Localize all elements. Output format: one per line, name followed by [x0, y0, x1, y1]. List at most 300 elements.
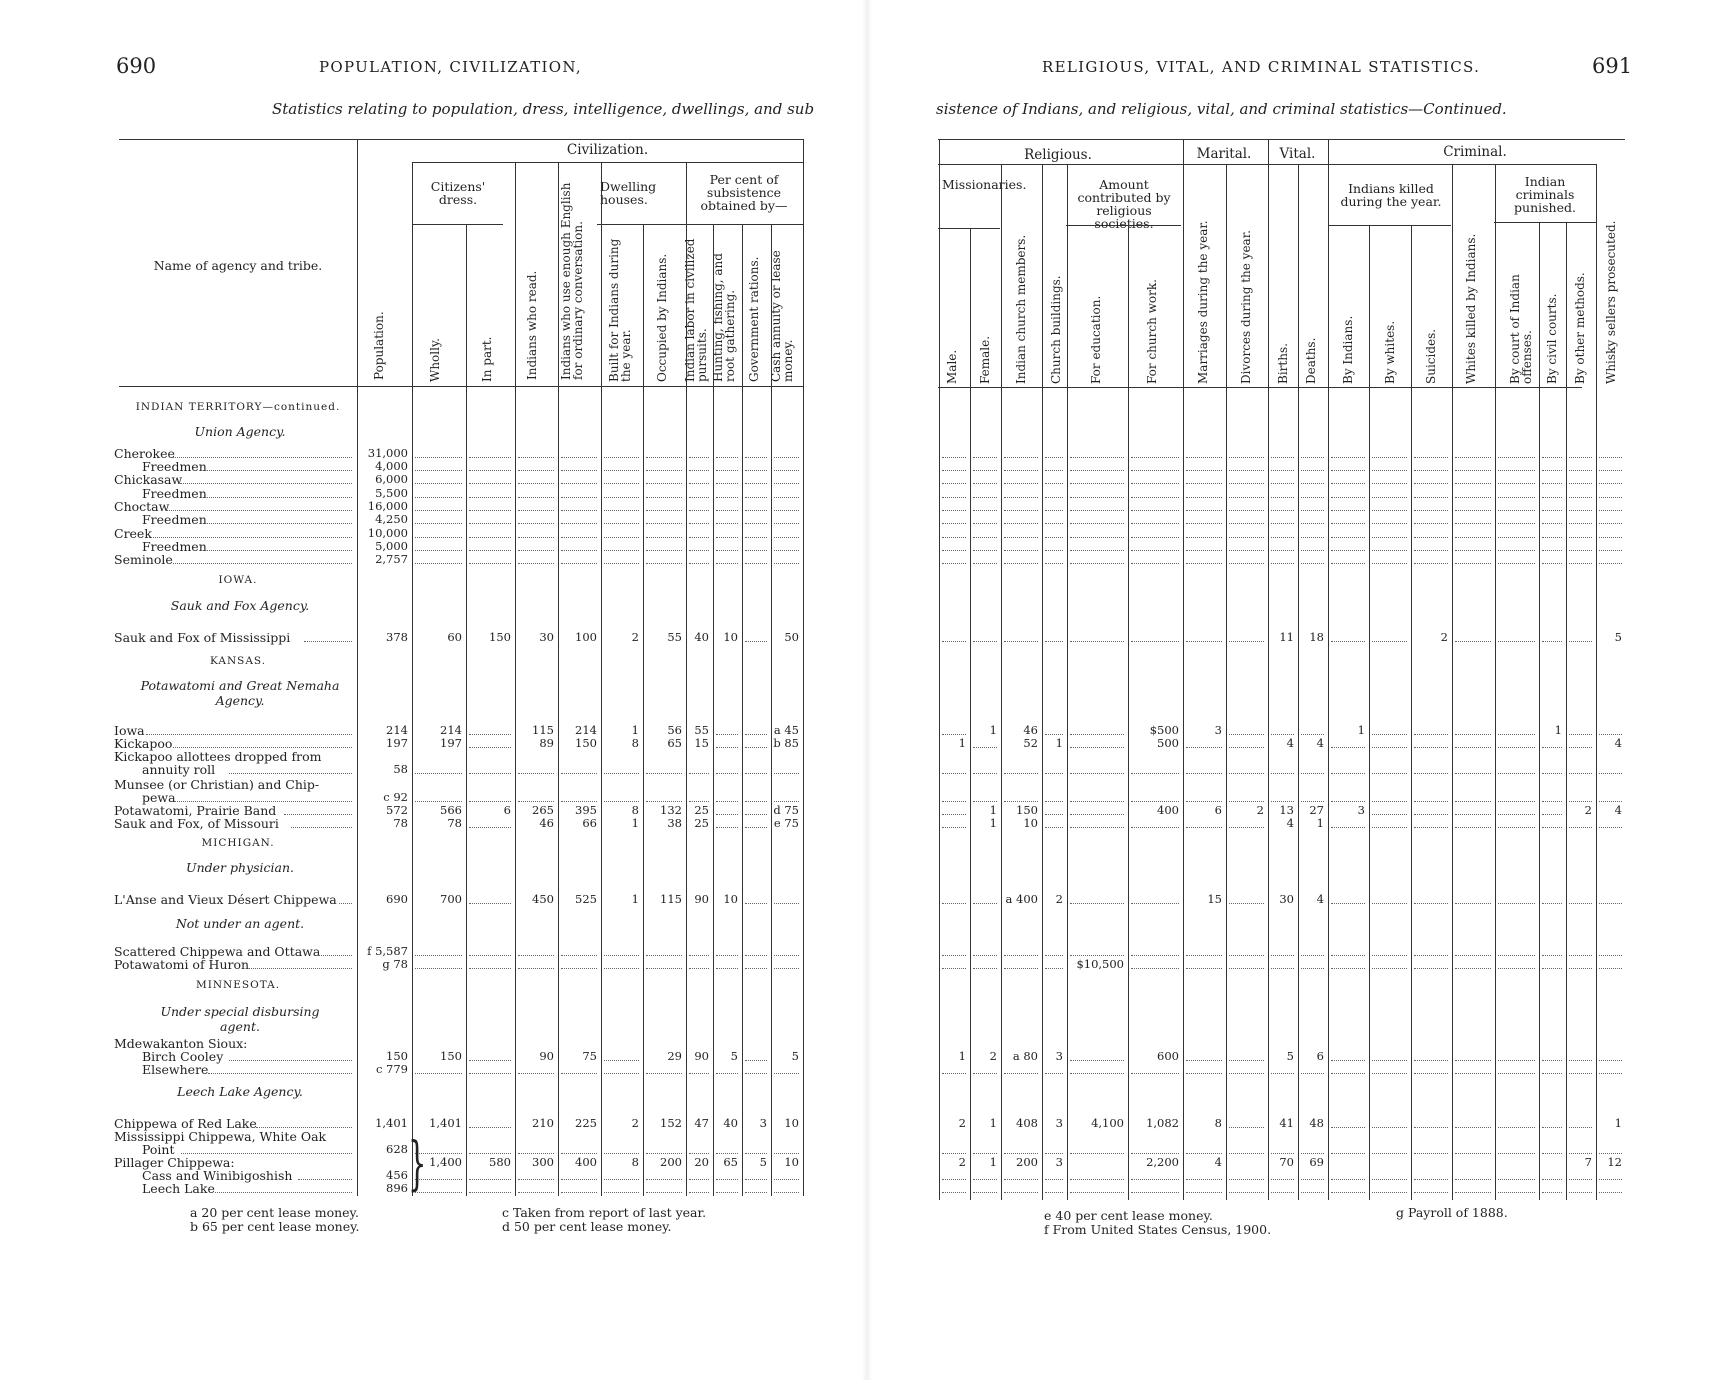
empty-cell-dots [1070, 773, 1124, 774]
cell-value: a 400 [1005, 892, 1038, 906]
empty-cell-dots [1271, 955, 1294, 956]
cell-value: 4 [1286, 736, 1294, 750]
cell-value: d 75 [773, 803, 799, 817]
empty-cell-dots [469, 537, 511, 538]
cell-value: 4 [1316, 892, 1324, 906]
leader-dots [249, 968, 352, 969]
empty-cell-dots [1271, 1192, 1294, 1193]
tribe-name: Choctaw [114, 499, 170, 514]
rule-line [1067, 164, 1068, 1200]
leader-dots [180, 483, 352, 484]
empty-cell-dots [973, 510, 997, 511]
empty-cell-dots [1569, 773, 1592, 774]
empty-cell-dots [1372, 1127, 1407, 1128]
empty-cell-dots [469, 483, 511, 484]
empty-cell-dots [1414, 773, 1448, 774]
indians-who-read-header: Indians who read. [525, 270, 539, 380]
empty-cell-dots [561, 457, 597, 458]
empty-cell-dots [518, 523, 554, 524]
cell-value: 690 [386, 892, 408, 906]
empty-cell-dots [1301, 510, 1324, 511]
empty-cell-dots [1569, 470, 1592, 471]
empty-cell-dots [745, 641, 767, 642]
empty-cell-dots [1372, 734, 1407, 735]
empty-cell-dots [774, 1153, 799, 1154]
empty-cell-dots [774, 470, 799, 471]
empty-cell-dots [1372, 903, 1407, 904]
rule-line [1226, 164, 1227, 1200]
empty-cell-dots [1569, 483, 1592, 484]
empty-cell-dots [973, 523, 997, 524]
empty-cell-dots [1004, 483, 1038, 484]
empty-cell-dots [518, 497, 554, 498]
empty-cell-dots [561, 773, 597, 774]
cell-value: 29 [667, 1049, 682, 1063]
empty-cell-dots [1229, 968, 1264, 969]
cell-value: 5 [791, 1049, 799, 1063]
empty-cell-dots [745, 968, 767, 969]
empty-cell-dots [415, 470, 462, 471]
cell-value: 200 [660, 1155, 682, 1169]
cell-value: 4,250 [375, 512, 408, 526]
leader-dots [291, 827, 353, 828]
empty-cell-dots [973, 470, 997, 471]
empty-cell-dots [1455, 1073, 1491, 1074]
empty-cell-dots [1498, 483, 1535, 484]
empty-cell-dots [1569, 801, 1592, 802]
cell-value: 225 [575, 1116, 597, 1130]
empty-cell-dots [973, 801, 997, 802]
cell-value: 78 [393, 816, 408, 830]
empty-cell-dots [1070, 1153, 1124, 1154]
empty-cell-dots [1372, 550, 1407, 551]
empty-cell-dots [745, 497, 767, 498]
cell-value: 10 [723, 892, 738, 906]
empty-cell-dots [1301, 1179, 1324, 1180]
empty-cell-dots [604, 537, 639, 538]
empty-cell-dots [745, 483, 767, 484]
cell-value: 2 [631, 630, 639, 644]
leader-dots [174, 801, 352, 802]
empty-cell-dots [1070, 801, 1124, 802]
empty-cell-dots [1599, 1060, 1622, 1061]
empty-cell-dots [716, 773, 738, 774]
empty-cell-dots [469, 827, 511, 828]
empty-cell-dots [745, 801, 767, 802]
agency-heading: Leech Lake Agency. [177, 1084, 303, 1099]
empty-cell-dots [1599, 470, 1622, 471]
empty-cell-dots [1569, 827, 1592, 828]
empty-cell-dots [689, 537, 709, 538]
cell-value: 150 [489, 630, 511, 644]
empty-cell-dots [1229, 1179, 1264, 1180]
cell-value: 3 [1055, 1049, 1063, 1063]
empty-cell-dots [689, 523, 709, 524]
empty-cell-dots [1599, 1153, 1622, 1154]
empty-cell-dots [1498, 1153, 1535, 1154]
empty-cell-dots [1331, 955, 1365, 956]
empty-cell-dots [1498, 827, 1535, 828]
empty-cell-dots [1131, 955, 1179, 956]
cell-value: 600 [1157, 1049, 1179, 1063]
leader-dots [298, 1179, 352, 1180]
empty-cell-dots [1414, 1073, 1448, 1074]
tribe-name: Freedmen [142, 512, 207, 527]
empty-cell-dots [716, 497, 738, 498]
empty-cell-dots [1498, 968, 1535, 969]
empty-cell-dots [1045, 457, 1063, 458]
empty-cell-dots [716, 1153, 738, 1154]
empty-cell-dots [518, 773, 554, 774]
empty-cell-dots [646, 563, 682, 564]
leader-dots [173, 457, 352, 458]
empty-cell-dots [1331, 747, 1365, 748]
empty-cell-dots [518, 550, 554, 551]
empty-cell-dots [1070, 641, 1124, 642]
empty-cell-dots [646, 497, 682, 498]
empty-cell-dots [1004, 470, 1038, 471]
empty-cell-dots [1331, 1179, 1365, 1180]
empty-cell-dots [646, 523, 682, 524]
cell-value: 10,000 [367, 526, 408, 540]
empty-cell-dots [604, 457, 639, 458]
empty-cell-dots [1301, 734, 1324, 735]
rule-line [1539, 222, 1540, 1200]
leader-dots [201, 497, 352, 498]
cell-value: 1 [958, 736, 966, 750]
empty-cell-dots [469, 903, 511, 904]
empty-cell-dots [1498, 734, 1535, 735]
empty-cell-dots [604, 1153, 639, 1154]
cell-value: 40 [723, 1116, 738, 1130]
cell-value: 395 [575, 803, 597, 817]
empty-cell-dots [1542, 747, 1562, 748]
empty-cell-dots [1301, 801, 1324, 802]
empty-cell-dots [415, 801, 462, 802]
cell-value: $500 [1149, 723, 1179, 737]
empty-cell-dots [1414, 497, 1448, 498]
cell-value: 1 [958, 1049, 966, 1063]
empty-cell-dots [1372, 483, 1407, 484]
empty-cell-dots [689, 457, 709, 458]
cell-value: 48 [1309, 1116, 1324, 1130]
marital-header: Marital. [1196, 146, 1252, 162]
cell-value: 150 [386, 1049, 408, 1063]
empty-cell-dots [604, 483, 639, 484]
empty-cell-dots [689, 563, 709, 564]
empty-cell-dots [1229, 457, 1264, 458]
english-speakers-header: Indians who use enough English for ordinary conversation. [559, 182, 585, 380]
empty-cell-dots [1542, 470, 1562, 471]
empty-cell-dots [415, 550, 462, 551]
other-methods-header: By other methods. [1573, 272, 1587, 384]
empty-cell-dots [1372, 747, 1407, 748]
empty-cell-dots [518, 537, 554, 538]
empty-cell-dots [1229, 747, 1264, 748]
empty-cell-dots [415, 483, 462, 484]
agency-heading: Potawatomi and Great Nemaha Agency. [140, 678, 340, 708]
empty-cell-dots [604, 801, 639, 802]
empty-cell-dots [1045, 955, 1063, 956]
cell-value: 1 [1614, 1116, 1622, 1130]
empty-cell-dots [942, 814, 966, 815]
empty-cell-dots [716, 470, 738, 471]
empty-cell-dots [646, 457, 682, 458]
empty-cell-dots [1331, 1073, 1365, 1074]
empty-cell-dots [1229, 641, 1264, 642]
empty-cell-dots [774, 510, 799, 511]
empty-cell-dots [1271, 510, 1294, 511]
by-indians-header: By Indians. [1341, 315, 1355, 384]
footnote: c Taken from report of last year. [502, 1205, 707, 1220]
cash-annuity-header: Cash annuity or lease money. [769, 250, 795, 382]
empty-cell-dots [1186, 510, 1222, 511]
citizens-dress-header: Citizens' dress. [430, 179, 486, 207]
section-heading: KANSAS. [209, 655, 267, 667]
cell-value: 7 [1584, 1155, 1592, 1169]
cell-value: 30 [539, 630, 554, 644]
empty-cell-dots [745, 470, 767, 471]
tribe-name: annuity roll [142, 762, 216, 777]
empty-cell-dots [1186, 747, 1222, 748]
cell-value: 30 [1279, 892, 1294, 906]
empty-cell-dots [1599, 968, 1622, 969]
empty-cell-dots [1498, 814, 1535, 815]
empty-cell-dots [561, 955, 597, 956]
empty-cell-dots [1271, 734, 1294, 735]
empty-cell-dots [1498, 955, 1535, 956]
empty-cell-dots [716, 537, 738, 538]
tribe-name: Mdewakanton Sioux: [114, 1036, 248, 1051]
empty-cell-dots [1414, 734, 1448, 735]
leader-dots [166, 510, 352, 511]
empty-cell-dots [1229, 510, 1264, 511]
empty-cell-dots [1542, 1127, 1562, 1128]
empty-cell-dots [774, 497, 799, 498]
cell-value: 6,000 [375, 472, 408, 486]
empty-cell-dots [1599, 537, 1622, 538]
empty-cell-dots [1569, 1060, 1592, 1061]
empty-cell-dots [973, 550, 997, 551]
empty-cell-dots [1542, 955, 1562, 956]
empty-cell-dots [1131, 968, 1179, 969]
tribe-name: L'Anse and Vieux Désert Chippewa [114, 892, 337, 907]
cell-value: 69 [1309, 1155, 1324, 1169]
empty-cell-dots [1070, 814, 1124, 815]
empty-cell-dots [1542, 801, 1562, 802]
empty-cell-dots [716, 801, 738, 802]
empty-cell-dots [469, 470, 511, 471]
cell-value: 525 [575, 892, 597, 906]
empty-cell-dots [1186, 827, 1222, 828]
empty-cell-dots [973, 563, 997, 564]
rule-line [939, 139, 940, 1200]
cell-value: 31,000 [367, 446, 408, 460]
rule-line [1369, 225, 1370, 1200]
cell-value: 10 [784, 1155, 799, 1169]
leader-dots [201, 550, 352, 551]
empty-cell-dots [1542, 550, 1562, 551]
tribe-name: Potawatomi of Huron [114, 957, 250, 972]
empty-cell-dots [1414, 1179, 1448, 1180]
running-head-right: RELIGIOUS, VITAL, AND CRIMINAL STATISTICS. [1042, 58, 1481, 76]
empty-cell-dots [1498, 497, 1535, 498]
empty-cell-dots [1070, 1192, 1124, 1193]
empty-cell-dots [1131, 773, 1179, 774]
empty-cell-dots [518, 968, 554, 969]
empty-cell-dots [1372, 1073, 1407, 1074]
empty-cell-dots [1331, 827, 1365, 828]
cell-value: 38 [667, 816, 682, 830]
empty-cell-dots [745, 550, 767, 551]
empty-cell-dots [469, 497, 511, 498]
empty-cell-dots [942, 955, 966, 956]
empty-cell-dots [1271, 470, 1294, 471]
empty-cell-dots [716, 1179, 738, 1180]
empty-cell-dots [689, 1192, 709, 1193]
rule-line [1596, 164, 1597, 1200]
empty-cell-dots [774, 537, 799, 538]
empty-cell-dots [716, 523, 738, 524]
empty-cell-dots [1599, 563, 1622, 564]
cell-value: 132 [660, 803, 682, 817]
empty-cell-dots [1414, 457, 1448, 458]
cell-value: 56 [667, 723, 682, 737]
cell-value: 8 [631, 1155, 639, 1169]
empty-cell-dots [1301, 470, 1324, 471]
empty-cell-dots [942, 1073, 966, 1074]
cell-value: c 779 [375, 1062, 408, 1076]
empty-cell-dots [1498, 470, 1535, 471]
divorces-header: Divorces during the year. [1239, 230, 1253, 384]
empty-cell-dots [1271, 1073, 1294, 1074]
cell-value: 4,100 [1091, 1116, 1124, 1130]
page-number-left: 690 [116, 54, 157, 78]
cell-value: 400 [1157, 803, 1179, 817]
cell-value: 3 [1055, 1155, 1063, 1169]
suicides-header: Suicides. [1424, 328, 1438, 384]
empty-cell-dots [942, 773, 966, 774]
cell-value: 25 [694, 816, 709, 830]
empty-cell-dots [1372, 968, 1407, 969]
empty-cell-dots [716, 814, 738, 815]
agency-heading: Under physician. [186, 860, 294, 875]
empty-cell-dots [646, 968, 682, 969]
rule-line [1566, 222, 1567, 1200]
empty-cell-dots [1372, 1060, 1407, 1061]
empty-cell-dots [1372, 1153, 1407, 1154]
empty-cell-dots [745, 955, 767, 956]
empty-cell-dots [646, 955, 682, 956]
tribe-name: Freedmen [142, 459, 207, 474]
built-during-year-header: Built for Indians during the year. [607, 238, 633, 382]
empty-cell-dots [716, 550, 738, 551]
missionaries-header: Missionaries. [942, 177, 1027, 192]
female-header: Female. [978, 335, 992, 384]
empty-cell-dots [745, 734, 767, 735]
footnote: g Payroll of 1888. [1396, 1205, 1508, 1220]
empty-cell-dots [1569, 1153, 1592, 1154]
section-heading: MINNESOTA. [195, 979, 281, 991]
cell-value: 5 [730, 1049, 738, 1063]
cell-value: 115 [532, 723, 554, 737]
empty-cell-dots [1131, 827, 1179, 828]
empty-cell-dots [1414, 814, 1448, 815]
empty-cell-dots [1131, 1073, 1179, 1074]
empty-cell-dots [1569, 968, 1592, 969]
empty-cell-dots [745, 510, 767, 511]
empty-cell-dots [1045, 550, 1063, 551]
empty-cell-dots [1599, 903, 1622, 904]
empty-cell-dots [469, 1073, 511, 1074]
empty-cell-dots [1070, 510, 1124, 511]
cell-value: 1,082 [1146, 1116, 1179, 1130]
leader-dots [318, 955, 352, 956]
empty-cell-dots [1542, 641, 1562, 642]
empty-cell-dots [561, 1192, 597, 1193]
empty-cell-dots [1372, 641, 1407, 642]
rule-line [1452, 164, 1453, 1200]
empty-cell-dots [1542, 483, 1562, 484]
cell-value: 2 [1256, 803, 1264, 817]
empty-cell-dots [1331, 523, 1365, 524]
empty-cell-dots [942, 483, 966, 484]
empty-cell-dots [689, 955, 709, 956]
empty-cell-dots [469, 457, 511, 458]
cell-value: 150 [575, 736, 597, 750]
empty-cell-dots [1301, 773, 1324, 774]
empty-cell-dots [1186, 523, 1222, 524]
cell-value: 5 [1614, 630, 1622, 644]
empty-cell-dots [1542, 814, 1562, 815]
empty-cell-dots [942, 1179, 966, 1180]
empty-cell-dots [689, 483, 709, 484]
empty-cell-dots [745, 827, 767, 828]
empty-cell-dots [1131, 903, 1179, 904]
footnote: e 40 per cent lease money. [1044, 1208, 1213, 1223]
empty-cell-dots [469, 563, 511, 564]
cell-value: 13 [1279, 803, 1294, 817]
empty-cell-dots [1186, 497, 1222, 498]
court-indian-offenses-header: By court of Indian offenses. [1508, 274, 1534, 384]
empty-cell-dots [1004, 537, 1038, 538]
footnote: f From United States Census, 1900. [1044, 1222, 1272, 1237]
empty-cell-dots [1229, 955, 1264, 956]
empty-cell-dots [1045, 523, 1063, 524]
empty-cell-dots [1131, 497, 1179, 498]
tribe-name: Cass and Winibigoshish [142, 1168, 293, 1183]
empty-cell-dots [973, 497, 997, 498]
rule-line [803, 139, 804, 1196]
rule-line [558, 162, 559, 1196]
empty-cell-dots [1271, 1179, 1294, 1180]
empty-cell-dots [1004, 773, 1038, 774]
empty-cell-dots [973, 641, 997, 642]
empty-cell-dots [1131, 641, 1179, 642]
empty-cell-dots [561, 968, 597, 969]
empty-cell-dots [1414, 470, 1448, 471]
cell-value: 896 [386, 1181, 408, 1195]
cell-value: 1,401 [375, 1116, 408, 1130]
empty-cell-dots [942, 550, 966, 551]
empty-cell-dots [973, 537, 997, 538]
empty-cell-dots [646, 1073, 682, 1074]
empty-cell-dots [1045, 470, 1063, 471]
empty-cell-dots [1569, 903, 1592, 904]
empty-cell-dots [942, 537, 966, 538]
empty-cell-dots [942, 903, 966, 904]
empty-cell-dots [561, 1179, 597, 1180]
